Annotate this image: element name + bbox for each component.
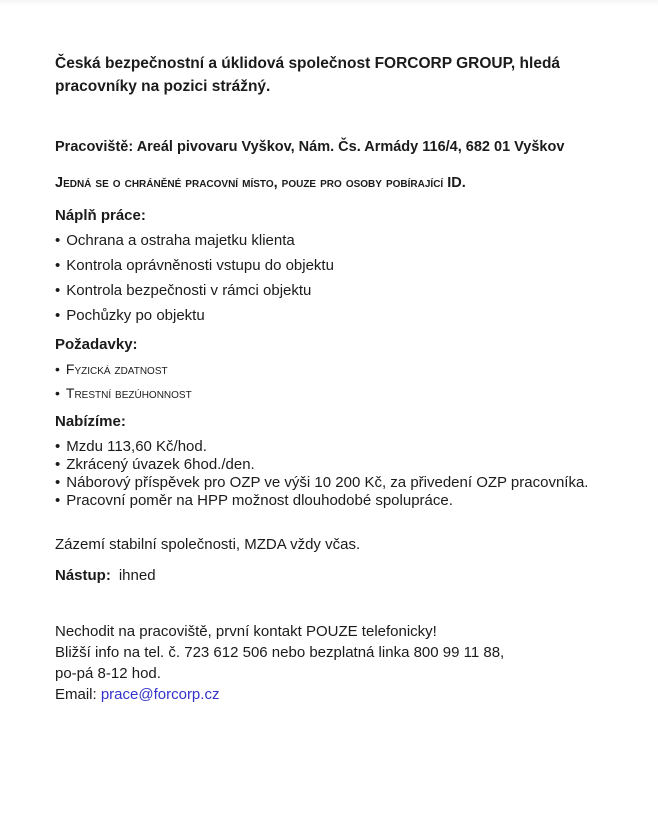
list-item-label: Kontrola bezpečnosti v rámci objektu — [66, 282, 312, 299]
job-duties-heading: Náplň práce: — [55, 207, 146, 224]
requirements-list — [55, 361, 610, 402]
list-item — [55, 456, 610, 474]
list-item-label: Náborový příspěvek pro OZP ve výši 10 200 Kč, za přivedení OZP pracovníka. — [66, 474, 589, 491]
bullet-icon: • — [55, 282, 61, 299]
list-item — [55, 282, 610, 300]
bullet-icon: • — [55, 456, 61, 473]
page-title: Česká bezpečnostní a úklidová společnost FORCORP GROUP, hledá pracovníky na pozici strážný. — [55, 55, 561, 95]
list-item — [55, 361, 610, 378]
bullet-icon: • — [55, 257, 61, 274]
requirements-heading: Požadavky: — [55, 336, 138, 353]
workplace-value: Areál pivovaru Vyškov, Nám. Čs. Armády 116/4, 682 01 Vyškov — [136, 139, 565, 155]
email-link[interactable]: prace@forcorp.cz — [100, 686, 220, 703]
list-item — [55, 257, 610, 275]
protected-position-notice: Jedná se o chráněné pracovní místo, pouze pro osoby pobírající ID. — [55, 175, 466, 191]
email-label: Email: — [55, 686, 101, 703]
list-item — [55, 232, 610, 250]
contact-block — [55, 621, 610, 705]
workplace-separator: : — [128, 139, 137, 155]
list-item — [55, 307, 610, 325]
bullet-icon: • — [55, 232, 61, 249]
contact-email-line — [55, 684, 610, 705]
list-item-label: Fyzická zdatnost — [65, 361, 168, 377]
list-item — [55, 474, 610, 492]
bullet-icon: • — [55, 307, 61, 324]
start-date-line — [55, 567, 610, 585]
job-duties-list — [55, 232, 610, 325]
list-item — [55, 385, 610, 402]
list-item-label: Mzdu 113,60 Kč/hod. — [66, 438, 207, 455]
list-item-label: Pracovní poměr na HPP možnost dlouhodobé spolupráce. — [66, 492, 453, 509]
offer-heading: Nabízíme: — [55, 413, 126, 430]
workplace-label: Pracoviště — [55, 139, 129, 155]
list-item-label: Kontrola oprávněnosti vstupu do objektu — [66, 257, 334, 274]
bullet-icon: • — [55, 474, 61, 491]
job-posting-document — [0, 6, 658, 705]
list-item — [55, 492, 610, 510]
offer-list — [55, 438, 610, 510]
contact-hours-line: po-pá 8-12 hod. — [55, 665, 161, 682]
bullet-icon: • — [55, 438, 61, 455]
list-item — [55, 438, 610, 456]
closing-statement: Zázemí stabilní společnosti, MZDA vždy včas. — [55, 536, 361, 553]
start-date-label: Nástup: — [55, 567, 111, 584]
contact-phone-line: Bližší info na tel. č. 723 612 506 nebo bezplatná linka 800 99 11 88, — [55, 644, 505, 661]
bullet-icon: • — [55, 385, 60, 401]
workplace-line — [55, 138, 610, 156]
bullet-icon: • — [55, 361, 60, 377]
list-item-label: Zkrácený úvazek 6hod./den. — [66, 456, 255, 473]
contact-warning-line: Nechodit na pracoviště, první kontakt POUZE telefonicky! — [55, 623, 437, 640]
bullet-icon: • — [55, 492, 61, 509]
list-item-label: Pochůzky po objektu — [66, 307, 205, 324]
list-item-label: Ochrana a ostraha majetku klienta — [66, 232, 295, 249]
start-date-value: ihned — [118, 567, 156, 584]
list-item-label: Trestní bezúhonnost — [65, 385, 192, 401]
